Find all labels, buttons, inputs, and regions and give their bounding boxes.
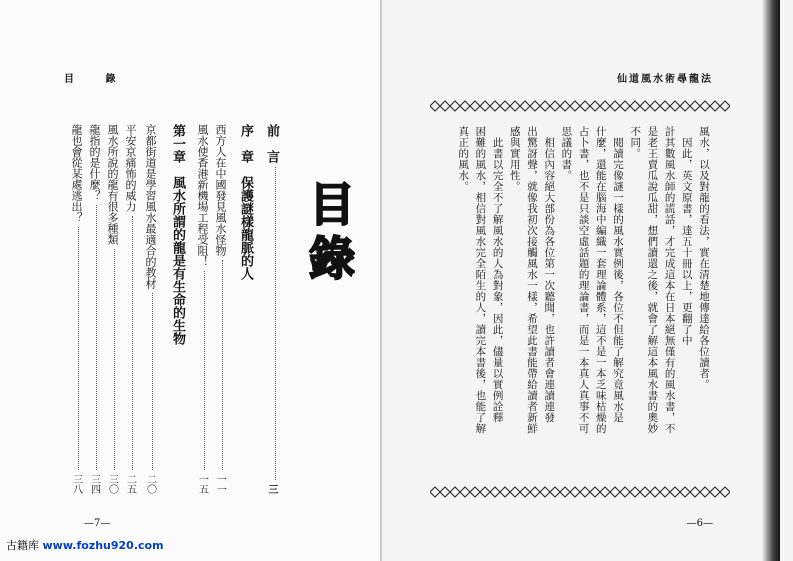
toc-entry-label: 前 言 <box>264 124 279 163</box>
diamond-ornament <box>490 487 500 497</box>
toc-entry[interactable] <box>86 124 102 494</box>
toc-leader <box>222 260 223 470</box>
diamond-ornament <box>560 101 570 111</box>
diamond-ornament <box>550 101 560 111</box>
toc-entry[interactable] <box>122 124 138 494</box>
page-number: —7— <box>84 518 111 529</box>
diamond-ornament <box>660 487 670 497</box>
toc-entry-page: 一一 <box>214 474 226 494</box>
text-column: 出驚訝聲，就像我初次接觸風水一樣，希望此書能帶給讀者新鮮 <box>526 126 538 434</box>
diamond-ornament <box>600 101 610 111</box>
diamond-ornament <box>440 487 450 497</box>
diamond-ornament <box>560 487 570 497</box>
diamond-ornament <box>470 487 480 497</box>
toc-entry-label: 風水使香港新機場工程受阻！ <box>196 124 209 267</box>
toc-entry[interactable] <box>142 124 158 494</box>
diamond-ornament <box>680 101 690 111</box>
diamond-ornament <box>600 487 610 497</box>
text-column: 什麼，還能在腦海中編織一套理論體系，這不是一本乏味枯燥的 <box>594 126 607 434</box>
top-ornament-border <box>430 100 730 112</box>
toc-entry-label: 龍指的是什麼？ <box>88 124 101 201</box>
diamond-ornament <box>530 101 540 111</box>
diamond-ornament <box>610 487 620 497</box>
toc-entry-label: 京都街道是學習風水最適合的教材 <box>144 124 157 289</box>
page-number: —6— <box>686 518 713 529</box>
diamond-ornament <box>540 101 550 111</box>
diamond-ornament <box>540 487 550 497</box>
diamond-ornament <box>620 101 630 111</box>
toc-leader <box>275 167 276 480</box>
diamond-ornament <box>500 487 510 497</box>
toc-entry-page: 三八 <box>70 474 82 494</box>
toc-entry-page: 三〇 <box>106 474 118 494</box>
text-column: 占卜書，也不是只談空虛話題的理論書，而是一本真人真事不可 <box>577 126 590 434</box>
diamond-ornament <box>640 101 650 111</box>
text-column: 因此，英文原書，達五十冊以上，更翻了中 <box>680 126 693 346</box>
text-column: 此書以完全不了解風水的人為對象，因此，儘量以實例詮釋 <box>491 126 504 423</box>
diamond-ornament <box>430 101 440 111</box>
diamond-ornament <box>520 487 530 497</box>
toc-leader <box>96 205 97 470</box>
toc-entry-page: 三 <box>266 484 277 494</box>
diamond-ornament <box>430 487 440 497</box>
toc-leader <box>204 271 205 470</box>
text-column: 風水，以及對龍的看法，實在清楚地傳達給各位讀者。 <box>698 126 710 390</box>
diamond-ornament <box>530 487 540 497</box>
diamond-ornament <box>660 101 670 111</box>
preface-page <box>382 0 793 561</box>
running-header: 仙道風水術尋龍法 <box>617 74 713 85</box>
diamond-ornament <box>470 101 480 111</box>
diamond-ornament <box>610 101 620 111</box>
toc-title: 目錄 <box>302 180 356 288</box>
toc-entry-label: 平安京痛怖的威力 <box>124 124 137 212</box>
toc-entry-page: 一五 <box>196 474 208 494</box>
diamond-ornament <box>510 101 520 111</box>
page-header: 目 錄 <box>64 74 130 85</box>
diamond-ornament <box>680 487 690 497</box>
diamond-ornament <box>440 101 450 111</box>
diamond-ornament <box>480 487 490 497</box>
diamond-ornament <box>570 487 580 497</box>
diamond-ornament <box>580 101 590 111</box>
diamond-ornament <box>580 487 590 497</box>
watermark-url[interactable]: www.fozhu920.com <box>42 539 164 552</box>
toc-page <box>0 0 382 561</box>
diamond-ornament <box>700 487 710 497</box>
diamond-ornament <box>490 101 500 111</box>
watermark-site-name: 古籍库 <box>6 539 39 552</box>
toc-entry-label: 風水所說的龍有很多種類 <box>106 124 119 245</box>
toc-entry-label: 序 章 保護謎樣龍脈的人 <box>238 124 253 280</box>
diamond-ornament <box>510 487 520 497</box>
diamond-ornament <box>450 487 460 497</box>
diamond-ornament <box>650 101 660 111</box>
diamond-ornament <box>520 101 530 111</box>
toc-entry[interactable] <box>212 124 228 494</box>
diamond-ornament <box>670 101 680 111</box>
toc-entry-page: 二〇 <box>144 474 156 494</box>
text-column: 感與實用性。 <box>508 126 521 192</box>
toc-entry-page: 三四 <box>88 474 100 494</box>
toc-entry[interactable] <box>68 124 84 494</box>
toc-entry-label: 西方人在中國發見風水怪物 <box>214 124 227 256</box>
text-column: 真正的風水。 <box>457 126 470 192</box>
diamond-ornament <box>460 487 470 497</box>
bottom-ornament-border <box>430 486 730 498</box>
diamond-ornament <box>720 101 730 111</box>
text-column: 困難的風水，相信對風水完全陌生的人，讀完本書後，也能了解 <box>474 126 487 434</box>
diamond-ornament <box>620 487 630 497</box>
toc-entry[interactable] <box>104 124 120 494</box>
text-column: 計其數風水師的謊話，才完成這本在日本絕無僅有的風水書，不 <box>663 126 676 434</box>
toc-entry-page: 二五 <box>124 474 136 494</box>
diamond-ornament <box>590 101 600 111</box>
text-column: 思議的書。 <box>560 126 573 181</box>
diamond-ornament <box>720 487 730 497</box>
toc-leader <box>152 293 153 470</box>
diamond-ornament <box>550 487 560 497</box>
diamond-ornament <box>460 101 470 111</box>
toc-entry-label: 第一章 風水所謂的龍是有生命的生物 <box>170 124 185 345</box>
diamond-ornament <box>500 101 510 111</box>
diamond-ornament <box>480 101 490 111</box>
diamond-ornament <box>710 101 720 111</box>
toc-entry[interactable] <box>194 124 210 494</box>
diamond-ornament <box>570 101 580 111</box>
toc-leader <box>114 249 115 470</box>
toc-entry[interactable] <box>236 124 255 494</box>
diamond-ornament <box>670 487 680 497</box>
toc-entry-label: 龍也會從某處逃出？ <box>70 124 83 223</box>
toc-entry[interactable] <box>262 124 281 494</box>
toc-leader <box>78 227 79 470</box>
diamond-ornament <box>710 487 720 497</box>
site-watermark[interactable] <box>6 537 164 553</box>
diamond-ornament <box>690 487 700 497</box>
diamond-ornament <box>690 101 700 111</box>
text-column: 不同。 <box>629 126 642 159</box>
text-column: 相信內容絕大部份為各位第一次聽聞，也許讀者會連讀連發 <box>543 126 556 423</box>
page-edge-shadow <box>762 0 780 561</box>
diamond-ornament <box>630 101 640 111</box>
diamond-ornament <box>650 487 660 497</box>
diamond-ornament <box>590 487 600 497</box>
toc-entry[interactable] <box>168 124 187 494</box>
toc-leader <box>132 216 133 470</box>
diamond-ornament <box>450 101 460 111</box>
diamond-ornament <box>630 487 640 497</box>
text-column: 是老王賣瓜說瓜甜，想們讀還之後，就會了解這本風水書的奧妙 <box>646 126 659 434</box>
diamond-ornament <box>640 487 650 497</box>
diamond-ornament <box>700 101 710 111</box>
text-column: 閱讀完像謎一樣的風水實例後，各位不但能了解究竟風水是 <box>612 126 624 423</box>
